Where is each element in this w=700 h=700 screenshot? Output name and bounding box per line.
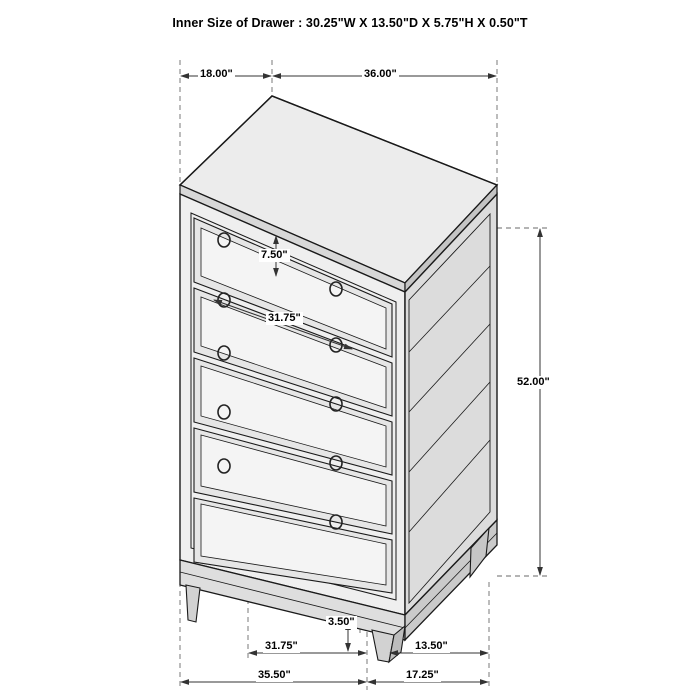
dim-label-base-side: 13.50": [415, 640, 448, 652]
dim-label-drawer-w: 31.75": [268, 312, 301, 324]
dim-label-top-right: 36.00": [364, 68, 397, 80]
chest-illustration: [180, 96, 497, 662]
dim-label-height: 52.00": [517, 376, 550, 388]
leg-front-left: [186, 585, 200, 622]
dim-label-base-front: 31.75": [265, 640, 298, 652]
dim-label-top-left: 18.00": [200, 68, 233, 80]
dim-label-overall-d: 17.25": [406, 669, 439, 681]
dim-label-leg-h: 3.50": [328, 616, 355, 628]
dim-label-drawer-h: 7.50": [261, 249, 288, 261]
page-title: Inner Size of Drawer : 30.25"W X 13.50"D X 5.75"H X 0.50"T: [172, 16, 528, 30]
dim-label-overall-w: 35.50": [258, 669, 291, 681]
